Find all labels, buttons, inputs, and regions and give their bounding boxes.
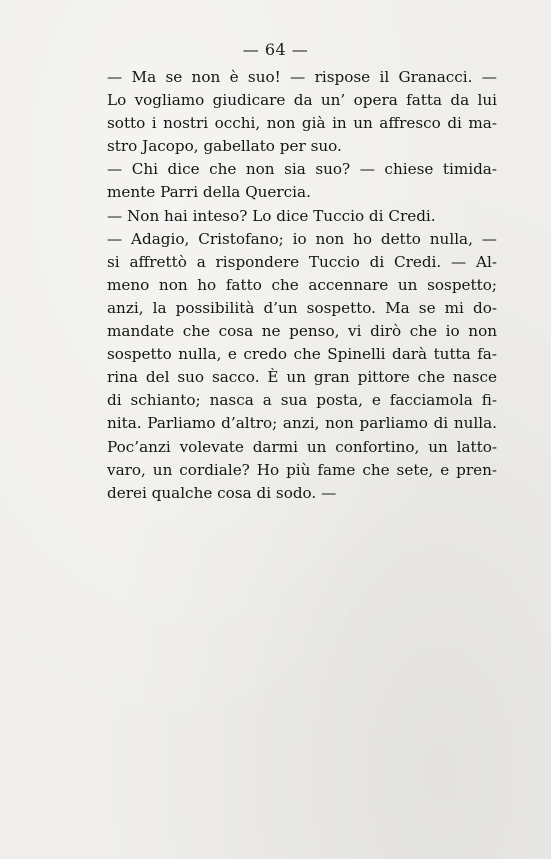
text-line: — Adagio, Cristofano; io non ho detto nulla, — — [107, 229, 497, 248]
text-line: stro Jacopo, gabellato per suo. — [107, 137, 342, 156]
text-line: Poc’anzi volevate darmi un confortino, un latto- — [107, 437, 497, 456]
text-line: si affrettò a rispondere Tuccio di Credi. — Al- — [107, 252, 497, 271]
text-line: anzi, la possibilità d’un sospetto. Ma se mi do- — [107, 298, 497, 317]
text-line: di schianto; nasca a sua posta, e facciamola fi- — [107, 391, 497, 410]
text-line: mandate che cosa ne penso, vi dirò che io non — [107, 322, 497, 341]
text-line: nita. Parliamo d’altro; anzi, non parliamo di nulla. — [107, 414, 497, 433]
text-line: mente Parri della Quercia. — [107, 183, 311, 202]
text-line: — Non hai inteso? Lo dice Tuccio di Credi. — [107, 206, 436, 225]
text-line: rina del suo sacco. È un gran pittore che nasce — [107, 368, 497, 387]
text-line: — Chi dice che non sia suo? — chiese timida- — [107, 160, 497, 179]
text-line: meno non ho fatto che accennare un sospetto; — [107, 275, 497, 294]
text-line: sotto i nostri occhi, non già in un affresco di ma- — [107, 114, 497, 133]
page-number: — 64 — — [242, 40, 309, 59]
text-line: derei qualche cosa di sodo. — — [107, 483, 337, 502]
text-line: — Ma se non è suo! — rispose il Granacci. — — [107, 68, 497, 86]
text-line: Lo vogliamo giudicare da un’ opera fatta da lui — [107, 91, 497, 110]
text-line: varo, un cordiale? Ho più fame che sete, e pren- — [107, 460, 497, 479]
body-text — [107, 66, 497, 505]
text-line: sospetto nulla, e credo che Spinelli darà tutta fa- — [107, 345, 497, 364]
